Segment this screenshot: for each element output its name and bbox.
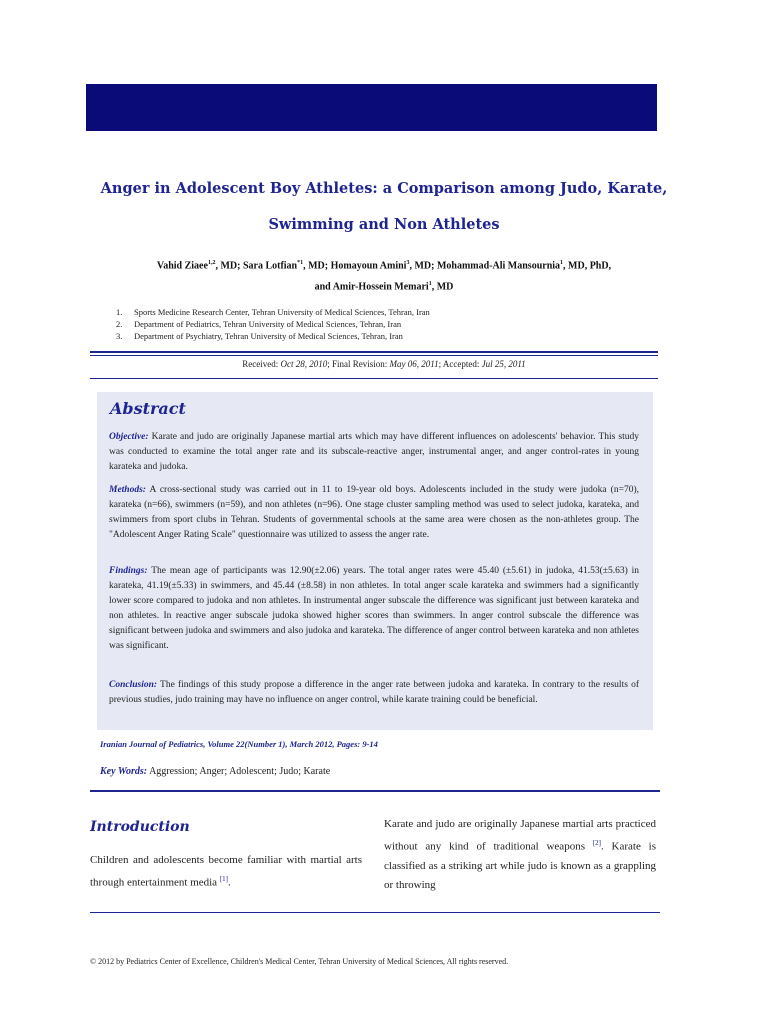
author-affil-sup: *1 <box>297 260 304 266</box>
author-name: Sara Lotfian <box>242 260 298 272</box>
author-list <box>90 254 678 297</box>
intro-right-column <box>384 815 656 895</box>
received-date: Oct 28, 2010 <box>280 359 328 369</box>
author-affil-sup: 1,2 <box>207 260 216 266</box>
author-suffix: , MD; <box>303 260 331 272</box>
author-suffix: , MD <box>431 281 454 293</box>
received-label: Received: <box>242 359 281 369</box>
affiliation-item <box>116 306 646 318</box>
affiliation-number: 1. <box>116 307 123 317</box>
author-name: Mohammad-Ali Mansournia <box>436 260 561 272</box>
double-divider <box>90 351 658 356</box>
author-suffix: , MD; <box>409 260 437 272</box>
abstract-methods <box>109 483 639 543</box>
intro-left-text-end: . <box>228 876 231 889</box>
received-dates <box>90 359 678 369</box>
reference-link[interactable]: [2] <box>592 839 601 847</box>
affiliation-text: Sports Medicine Research Center, Tehran University of Medical Sciences, Tehran, Iran <box>134 307 430 317</box>
journal-header-banner <box>86 84 657 131</box>
author-suffix: , MD; <box>215 260 243 272</box>
author-affil-sup: 3 <box>406 260 410 266</box>
copyright-footer: © 2012 by Pediatrics Center of Excellence, Children's Medical Center, Tehran University of Medical Sciences, All rights reserved. <box>90 957 509 966</box>
intro-right-text-end: . Karate is classified as a striking art while judo is known as a grappling or throwing <box>384 840 656 891</box>
article-title <box>90 171 678 243</box>
accepted-date: Jul 25, 2011 <box>481 359 526 369</box>
keywords-text: Aggression; Anger; Adolescent; Judo; Karate <box>147 766 331 777</box>
title-line-1: Anger in Adolescent Boy Athletes: a Comparison among Judo, Karate, <box>100 180 668 197</box>
affiliation-number: 2. <box>116 319 123 329</box>
footer-divider <box>90 912 660 913</box>
findings-label: Findings: <box>109 566 148 576</box>
title-line-2: Swimming and Non Athletes <box>268 216 500 233</box>
reference-link[interactable]: [1] <box>219 875 228 883</box>
conclusion-text: The findings of this study propose a difference in the anger rate between judoka and karateka. In contrary to the results of previous studies, judo training may have no influence on anger control, while karate training could be beneficial. <box>109 680 639 705</box>
keywords <box>100 766 330 777</box>
methods-label: Methods: <box>109 485 146 495</box>
affiliation-text: Department of Psychiatry, Tehran University of Medical Sciences, Tehran, Iran <box>134 331 403 341</box>
keywords-label: Key Words: <box>100 766 148 777</box>
author-affil-sup: 1 <box>560 260 564 266</box>
intro-left-text: Children and adolescents become familiar with martial arts through entertainment media <box>90 854 362 889</box>
revision-date: May 06, 2011 <box>389 359 439 369</box>
affiliation-list <box>116 306 646 342</box>
author-suffix: , MD, PhD, <box>563 260 612 272</box>
affiliation-item <box>116 318 646 330</box>
divider <box>90 378 658 379</box>
accepted-label: ; Accepted: <box>438 359 482 369</box>
affiliation-item <box>116 330 646 342</box>
section-divider <box>90 790 660 792</box>
revision-label: ; Final Revision: <box>327 359 390 369</box>
intro-right-text: Karate and judo are originally Japanese martial arts practiced without any kind of traditional weapons <box>384 818 656 853</box>
author-name: Homayoun Amini <box>330 260 407 272</box>
introduction-heading: Introduction <box>90 819 190 835</box>
conclusion-label: Conclusion: <box>109 680 158 690</box>
findings-text: The mean age of participants was 12.90(±2.06) years. The total anger rates were 45.40 (±5.61) in judoka, 41.53(±5.63) in karateka, 41.19(±5.33) in swimmers, and 45.44 (±8.58) in non athletes. In total anger scale karateka and swimmers had a significantly lower score compared to judoka and non athletes. In instrumental anger subscale the difference was significant just between karateka and non athletes. In reactive anger subscale judoka showed higher scores than swimmers. In anger control subscale the difference was significant between judoka and swimmers and also judoka and karateka. The difference of anger control between karateka and non athletes was significant. <box>109 566 639 651</box>
journal-citation: Iranian Journal of Pediatrics, Volume 22(Number 1), March 2012, Pages: 9-14 <box>100 739 378 749</box>
abstract-findings <box>109 564 639 654</box>
affiliation-number: 3. <box>116 331 123 341</box>
methods-text: A cross-sectional study was carried out in 11 to 19-year old boys. Adolescents included in the study were judoka (n=70), karateka (n=66), swimmers (n=59), and non athletes (n=96). One stage cluster sampling method was used to select judoka, karateka, and swimmers from sport clubs in Tehran. Students of governmental schools at the same area were chosen as the non-athletes group. The "Adolescent Anger Rating Scale" questionnaire was utilized to assess the anger rate. <box>109 485 639 540</box>
author-affil-sup: 1 <box>428 281 432 288</box>
affiliation-text: Department of Pediatrics, Tehran University of Medical Sciences, Tehran, Iran <box>134 319 402 329</box>
author-name: and Amir-Hossein Memari <box>314 281 429 293</box>
abstract-objective <box>109 430 639 475</box>
authors-line-1 <box>90 254 678 275</box>
authors-line-2 <box>90 275 678 296</box>
intro-left-column <box>90 851 362 893</box>
abstract-heading: Abstract <box>110 399 186 418</box>
objective-text: Karate and judo are originally Japanese martial arts which may have different influences on adolescents' behavior. This study was conducted to examine the total anger rate and its subscale-reactive anger, instrumental anger, and anger control-rates in young karateka and judoka. <box>109 432 639 472</box>
abstract-conclusion <box>109 678 639 708</box>
objective-label: Objective: <box>109 432 149 442</box>
author-name: Vahid Ziaee <box>156 260 208 272</box>
